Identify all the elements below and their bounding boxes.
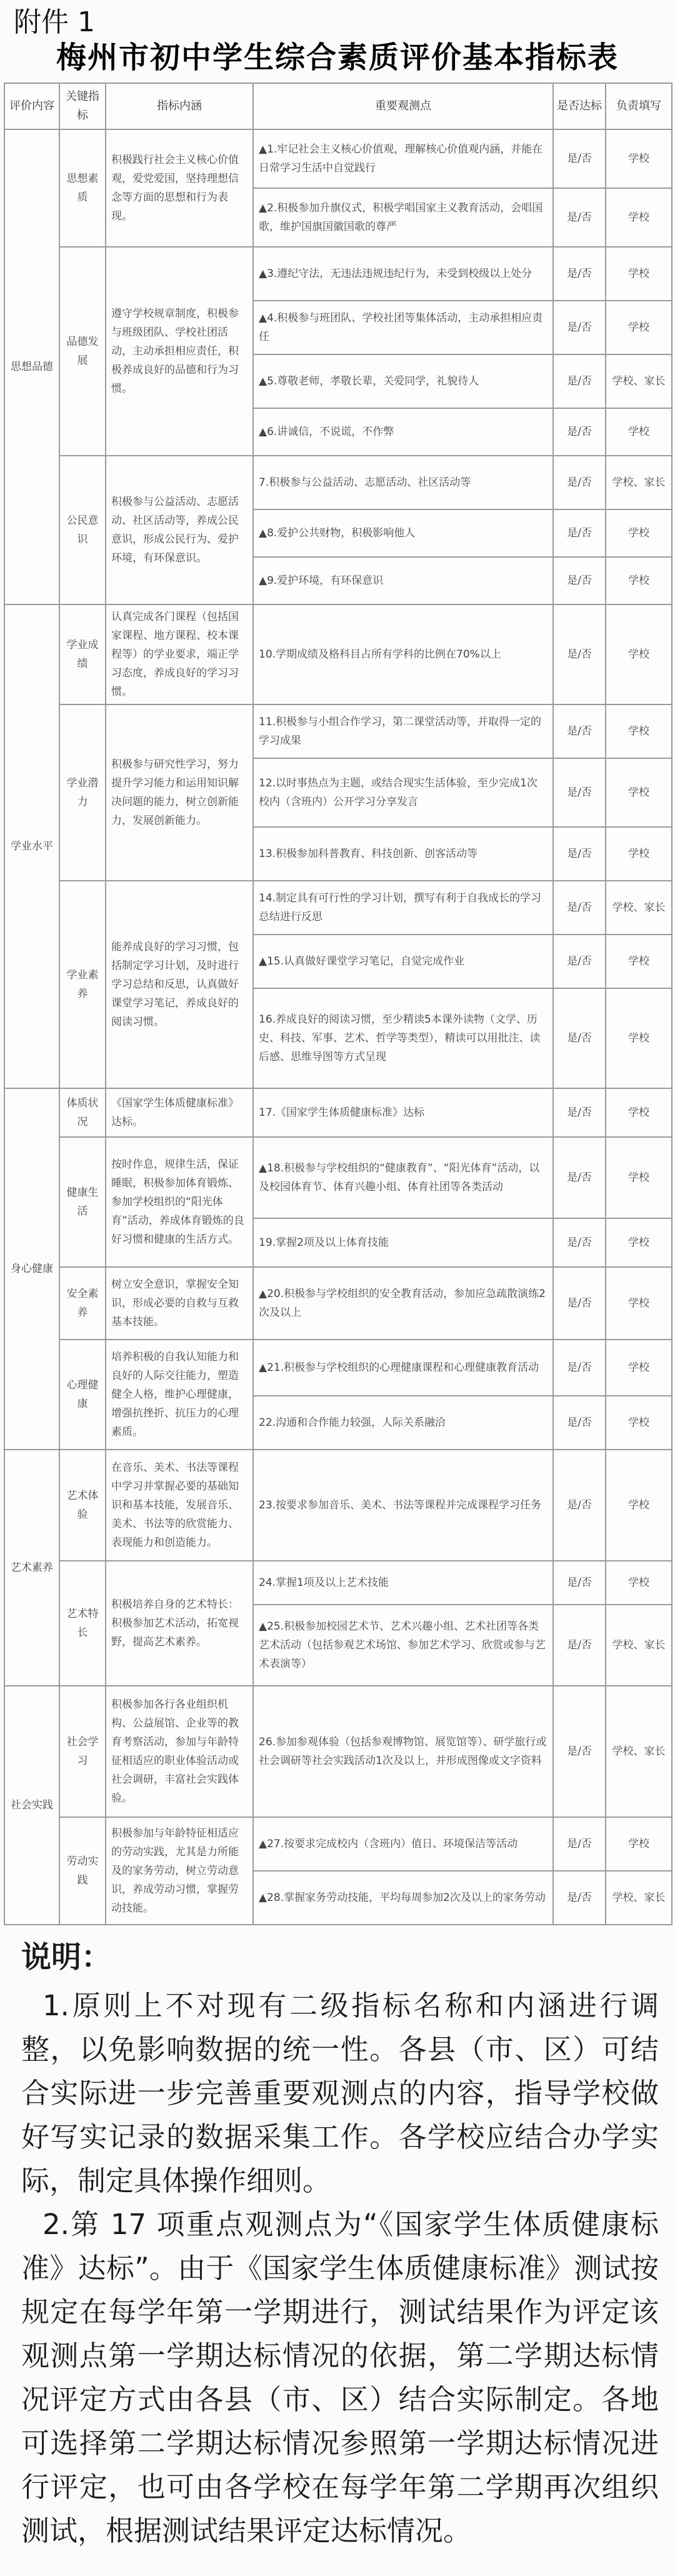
responsible-cell: 学校 (606, 758, 672, 827)
standard-cell: 是/否 (553, 1817, 606, 1871)
level2-cell: 健康生活 (59, 1137, 106, 1267)
standard-cell: 是/否 (553, 1218, 606, 1267)
point-cell: 13.积极参加科普教育、科技创新、创客活动等 (253, 827, 553, 881)
level2-cell: 学业潜力 (59, 704, 106, 881)
point-cell: ▲1.牢记社会主义核心价值观，理解核心价值观内涵，并能在日常学习生活中自觉践行 (253, 129, 553, 188)
table-row (4, 1340, 672, 1396)
point-cell: ▲28.掌握家务劳动技能，平均每周参加2次及以上的家务劳动 (253, 1871, 553, 1925)
standard-cell: 是/否 (553, 827, 606, 881)
content-cell: 积极参加与年龄特征相适应的劳动实践，尤其是力所能及的家务劳动，树立劳动意识，养成劳动习惯，掌握劳动技能。 (106, 1817, 253, 1925)
standard-cell: 是/否 (553, 188, 606, 247)
level2-cell: 学业成绩 (59, 604, 106, 704)
point-cell: ▲18.积极参与学校组织的“健康教育”、“阳光体育”活动，以及校园体育节、体育兴趣小组、体育社团等各类活动 (253, 1137, 553, 1218)
content-cell: 按时作息，规律生活，保证睡眠，积极参加体育锻炼、参加学校组织的“阳光体育”活动，养成体育锻炼的良好习惯和健康的生活方式。 (106, 1137, 253, 1267)
point-cell: 19.掌握2项及以上体育技能 (253, 1218, 553, 1267)
table-row (4, 1686, 672, 1817)
col-header-level1: 评价内容 (4, 83, 59, 129)
standard-cell: 是/否 (553, 247, 606, 301)
responsible-cell: 学校、家长 (606, 1871, 672, 1925)
responsible-cell: 学校 (606, 557, 672, 604)
level2-cell: 艺术特长 (59, 1561, 106, 1686)
attachment-label: 附件 1 (14, 6, 95, 38)
standard-cell: 是/否 (553, 1137, 606, 1218)
standard-cell: 是/否 (553, 1450, 606, 1561)
responsible-cell: 学校 (606, 1817, 672, 1871)
level1-cell: 社会实践 (4, 1686, 59, 1925)
point-cell: ▲21.积极参与学校组织的心理健康课程和心理健康教育活动 (253, 1340, 553, 1396)
content-cell: 积极参加各行各业组织机构、公益展馆、企业等的教育考察活动，参加与年龄特征相适应的职业体验活动或社会调研，丰富社会实践体验。 (106, 1686, 253, 1817)
standard-cell: 是/否 (553, 704, 606, 758)
responsible-cell: 学校 (606, 604, 672, 704)
page-title: 梅州市初中学生综合素质评价基本指标表 (56, 40, 619, 75)
standard-cell: 是/否 (553, 354, 606, 408)
point-cell: ▲20.积极参与学校组织的安全教育活动，参加应急疏散演练2次及以上 (253, 1267, 553, 1340)
responsible-cell: 学校 (606, 988, 672, 1088)
responsible-cell: 学校 (606, 408, 672, 456)
level2-cell: 学业素养 (59, 881, 106, 1088)
content-cell: 树立安全意识，掌握安全知识，形成必要的自救与互救基本技能。 (106, 1267, 253, 1340)
point-cell: ▲8.爱护公共财物，积极影响他人 (253, 509, 553, 557)
point-cell: ▲27.按要求完成校内（含班内）值日、环境保洁等活动 (253, 1817, 553, 1871)
responsible-cell: 学校、家长 (606, 456, 672, 509)
standard-cell: 是/否 (553, 557, 606, 604)
level2-cell: 心理健康 (59, 1340, 106, 1450)
note-paragraph-2: 2.第 17 项重点观测点为“《国家学生体质健康标准》达标”。由于《国家学生体质健康标准》测试按规定在每学年第一学期进行，测试结果作为评定该观测点第一学期达标情况的依据，第二学期达标情况评定方式由各县（市、区）结合实际制定。各地可选择第二学期达标情况参照第一学期达标情况进行评定，也可由各学校在每学年第二学期再次组织测试，根据测试结果评定达标情况。 (21, 2208, 659, 2547)
table-row (4, 129, 672, 188)
content-cell: 在音乐、美术、书法等课程中学习并掌握必要的基础知识和基本技能，发展音乐、美术、书法等的欣赏能力、表现能力和创造能力。 (106, 1450, 253, 1561)
table-row (4, 1267, 672, 1340)
point-cell: 24.掌握1项及以上艺术技能 (253, 1561, 553, 1605)
responsible-cell: 学校 (606, 301, 672, 354)
responsible-cell: 学校 (606, 1088, 672, 1137)
content-cell: 遵守学校规章制度，积极参与班级团队、学校社团活动，主动承担相应责任，积极养成良好的品德和行为习惯。 (106, 247, 253, 456)
table-row (4, 1137, 672, 1218)
standard-cell: 是/否 (553, 1396, 606, 1450)
point-cell: 12.以时事热点为主题，或结合现实生活体验，至少完成1次校内（含班内）公开学习分享发言 (253, 758, 553, 827)
level1-cell: 艺术素养 (4, 1450, 59, 1686)
content-cell: 培养积极的自我认知能力和良好的人际交往能力，塑造健全人格，维护心理健康，增强抗挫折、抗压力的心理素质。 (106, 1340, 253, 1450)
col-header-content: 指标内涵 (106, 83, 253, 129)
level2-cell: 劳动实践 (59, 1817, 106, 1925)
table-header-row (4, 83, 672, 129)
notes-heading: 说明： (21, 1940, 112, 1975)
standard-cell: 是/否 (553, 1871, 606, 1925)
standard-cell: 是/否 (553, 456, 606, 509)
point-cell: ▲2.积极参加升旗仪式，积极学唱国家主义教育活动，会唱国歌，维护国旗国徽国歌的尊严 (253, 188, 553, 247)
responsible-cell: 学校 (606, 1340, 672, 1396)
responsible-cell: 学校 (606, 188, 672, 247)
col-header-points: 重要观测点 (253, 83, 553, 129)
standard-cell: 是/否 (553, 1686, 606, 1817)
note-paragraph-1: 1.原则上不对现有二级指标名称和内涵进行调整，以免影响数据的统一性。各县（市、区）可结合实际进一步完善重要观测点的内容，指导学校做好写实记录的数据采集工作。各学校应结合办学实际，制定具体操作细则。 (21, 1989, 659, 2197)
content-cell: 积极践行社会主义核心价值观，爱党爱国，坚持理想信念等方面的思想和行为表现。 (106, 129, 253, 247)
table-row (4, 881, 672, 935)
level2-cell: 思想素质 (59, 129, 106, 247)
point-cell: 7.积极参与公益活动、志愿活动、社区活动等 (253, 456, 553, 509)
col-header-responsible: 负责填写 (606, 83, 672, 129)
responsible-cell: 学校 (606, 1218, 672, 1267)
point-cell: 23.按要求参加音乐、美术、书法等课程并完成课程学习任务 (253, 1450, 553, 1561)
standard-cell: 是/否 (553, 758, 606, 827)
table-row (4, 1450, 672, 1561)
level1-cell: 身心健康 (4, 1088, 59, 1450)
content-cell: 积极培养自身的艺术特长：积极参加艺术活动，拓宽视野，提高艺术素养。 (106, 1561, 253, 1686)
level2-cell: 体质状况 (59, 1088, 106, 1137)
standard-cell: 是/否 (553, 1561, 606, 1605)
table-row (4, 1561, 672, 1605)
standard-cell: 是/否 (553, 935, 606, 988)
table-row (4, 456, 672, 509)
content-cell: 积极参与研究性学习，努力提升学习能力和运用知识解决问题的能力，树立创新能力，发展创新能力。 (106, 704, 253, 881)
notes-section (21, 1935, 659, 2553)
content-cell: 《国家学生体质健康标准》达标。 (106, 1088, 253, 1137)
level2-cell: 社会学习 (59, 1686, 106, 1817)
point-cell: ▲9.爱护环境，有环保意识 (253, 557, 553, 604)
point-cell: ▲25.积极参加校园艺术节、艺术兴趣小组、艺术社团等各类艺术活动（包括参观艺术场馆、参加艺术学习、欣赏或参与艺术表演等） (253, 1605, 553, 1686)
level1-cell: 学业水平 (4, 604, 59, 1088)
point-cell: 22.沟通和合作能力较强，人际关系融洽 (253, 1396, 553, 1450)
responsible-cell: 学校 (606, 1137, 672, 1218)
point-cell: 14.制定具有可行性的学习计划，撰写有利于自我成长的学习总结进行反思 (253, 881, 553, 935)
level2-cell: 安全素养 (59, 1267, 106, 1340)
level2-cell: 艺术体验 (59, 1450, 106, 1561)
standard-cell: 是/否 (553, 988, 606, 1088)
point-cell: 11.积极参与小组合作学习，第二课堂活动等，并取得一定的学习成果 (253, 704, 553, 758)
table-row (4, 247, 672, 301)
responsible-cell: 学校、家长 (606, 354, 672, 408)
standard-cell: 是/否 (553, 1267, 606, 1340)
content-cell: 认真完成各门课程（包括国家课程、地方课程、校本课程等）的学业要求，端正学习态度，养成良好的学习习惯。 (106, 604, 253, 704)
standard-cell: 是/否 (553, 129, 606, 188)
responsible-cell: 学校、家长 (606, 1686, 672, 1817)
standard-cell: 是/否 (553, 881, 606, 935)
standard-cell: 是/否 (553, 301, 606, 354)
point-cell: ▲4.积极参与班团队、学校社团等集体活动，主动承担相应责任 (253, 301, 553, 354)
standard-cell: 是/否 (553, 1605, 606, 1686)
content-cell: 能养成良好的学习习惯，包括制定学习计划，及时进行学习总结和反思，认真做好课堂学习笔记，养成良好的阅读习惯。 (106, 881, 253, 1088)
responsible-cell: 学校 (606, 509, 672, 557)
point-cell: ▲15.认真做好课堂学习笔记，自觉完成作业 (253, 935, 553, 988)
point-cell: 10.学期成绩及格科目占所有学科的比例在70%以上 (253, 604, 553, 704)
point-cell: 16.养成良好的阅读习惯，至少精读5本课外读物（文学、历史、科技、军事、艺术、哲学等类型），精读可以用批注、读后感、思维导图等方式呈现 (253, 988, 553, 1088)
level1-cell: 思想品德 (4, 129, 59, 604)
table-row (4, 604, 672, 704)
indicator-table (4, 83, 672, 1925)
table-row (4, 1088, 672, 1137)
standard-cell: 是/否 (553, 604, 606, 704)
responsible-cell: 学校 (606, 827, 672, 881)
responsible-cell: 学校 (606, 1267, 672, 1340)
responsible-cell: 学校 (606, 129, 672, 188)
standard-cell: 是/否 (553, 1088, 606, 1137)
responsible-cell: 学校 (606, 935, 672, 988)
responsible-cell: 学校 (606, 247, 672, 301)
point-cell: 26.参加参观体验（包括参观博物馆、展览馆等）、研学旅行或社会调研等社会实践活动1次及以上，并形成图像或文字资料 (253, 1686, 553, 1817)
standard-cell: 是/否 (553, 1340, 606, 1396)
responsible-cell: 学校、家长 (606, 1605, 672, 1686)
responsible-cell: 学校、家长 (606, 881, 672, 935)
col-header-standard: 是否达标 (553, 83, 606, 129)
responsible-cell: 学校 (606, 1450, 672, 1561)
point-cell: ▲6.讲诚信，不说谎，不作弊 (253, 408, 553, 456)
table-row (4, 704, 672, 758)
level2-cell: 公民意识 (59, 456, 106, 604)
point-cell: ▲5.尊敬老师，孝敬长辈，关爱同学，礼貌待人 (253, 354, 553, 408)
point-cell: 17.《国家学生体质健康标准》达标 (253, 1088, 553, 1137)
responsible-cell: 学校 (606, 1396, 672, 1450)
point-cell: ▲3.遵纪守法，无违法违规违纪行为，未受到校级以上处分 (253, 247, 553, 301)
responsible-cell: 学校 (606, 1561, 672, 1605)
col-header-level2: 关键指标 (59, 83, 106, 129)
content-cell: 积极参与公益活动、志愿活动、社区活动等，养成公民意识，形成公民行为、爱护环境，有环保意识。 (106, 456, 253, 604)
standard-cell: 是/否 (553, 408, 606, 456)
standard-cell: 是/否 (553, 509, 606, 557)
responsible-cell: 学校 (606, 704, 672, 758)
table-row (4, 1817, 672, 1871)
level2-cell: 品德发展 (59, 247, 106, 456)
